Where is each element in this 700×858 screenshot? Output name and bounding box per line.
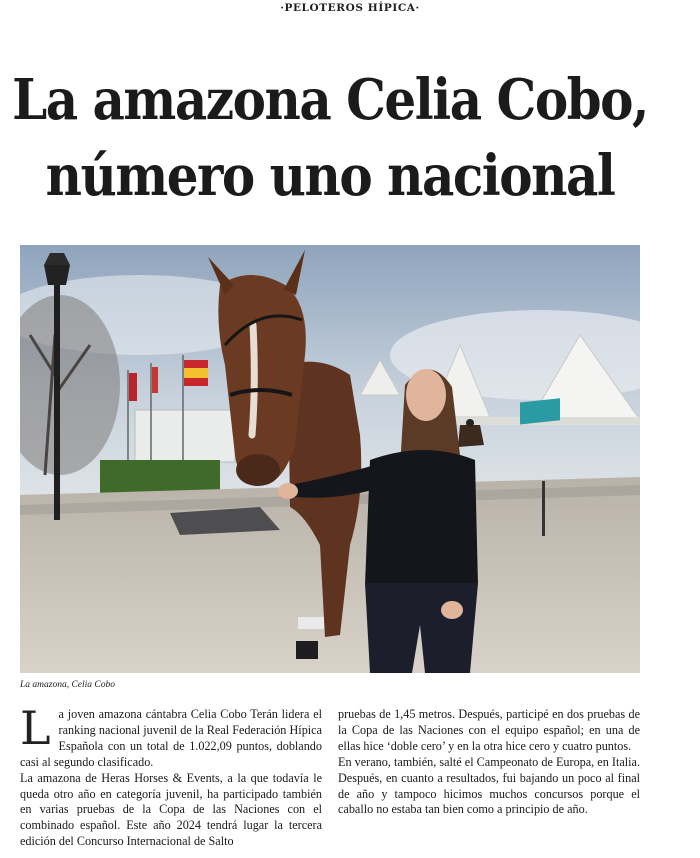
drop-cap: L [20, 701, 51, 755]
headline-line-2: número uno nacional [45, 142, 615, 209]
paragraph-1: a joven amazona cántabra Celia Cobo Terán lidera el ranking nacional juvenil de la Real Federación Hípica Española con un total de 1.022,09 puntos, doblando casi al segundo clasificado. [20, 707, 322, 769]
paragraph-2: La amazona de Heras Horses & Events, a la que todavía le queda otro año en categoría juvenil, ha participado también en varias pruebas de la Copa de las Naciones con el combinado español. Este año 2024 tendrá lugar la tercera edición del Concurso Internacional de Salto [20, 770, 322, 849]
section-tag: ·PELOTEROS HÍPICA· [280, 2, 420, 14]
headline-line-1: La amazona Celia Cobo, [12, 66, 648, 133]
paragraph-4: En verano, también, salté el Campeonato de Europa, en Italia. Después, en cuanto a resultados, fui bajando un poco al final de año y tampoco hicimos muchos concursos porque el caballo no estaba tan bien como a principio de año. [338, 754, 640, 817]
article-photo [20, 245, 640, 673]
article-headline [0, 62, 660, 214]
paragraph-3: pruebas de 1,45 metros. Después, participé en dos pruebas de la Copa de las Naciones con el equipo español; en una de ellas hice ‘doble cero’ y en la otra hice cero y cuatro puntos. [338, 707, 640, 753]
article-column-right [338, 707, 640, 818]
article-column-left [20, 701, 322, 850]
photo-caption: La amazona, Celia Cobo [20, 680, 116, 690]
